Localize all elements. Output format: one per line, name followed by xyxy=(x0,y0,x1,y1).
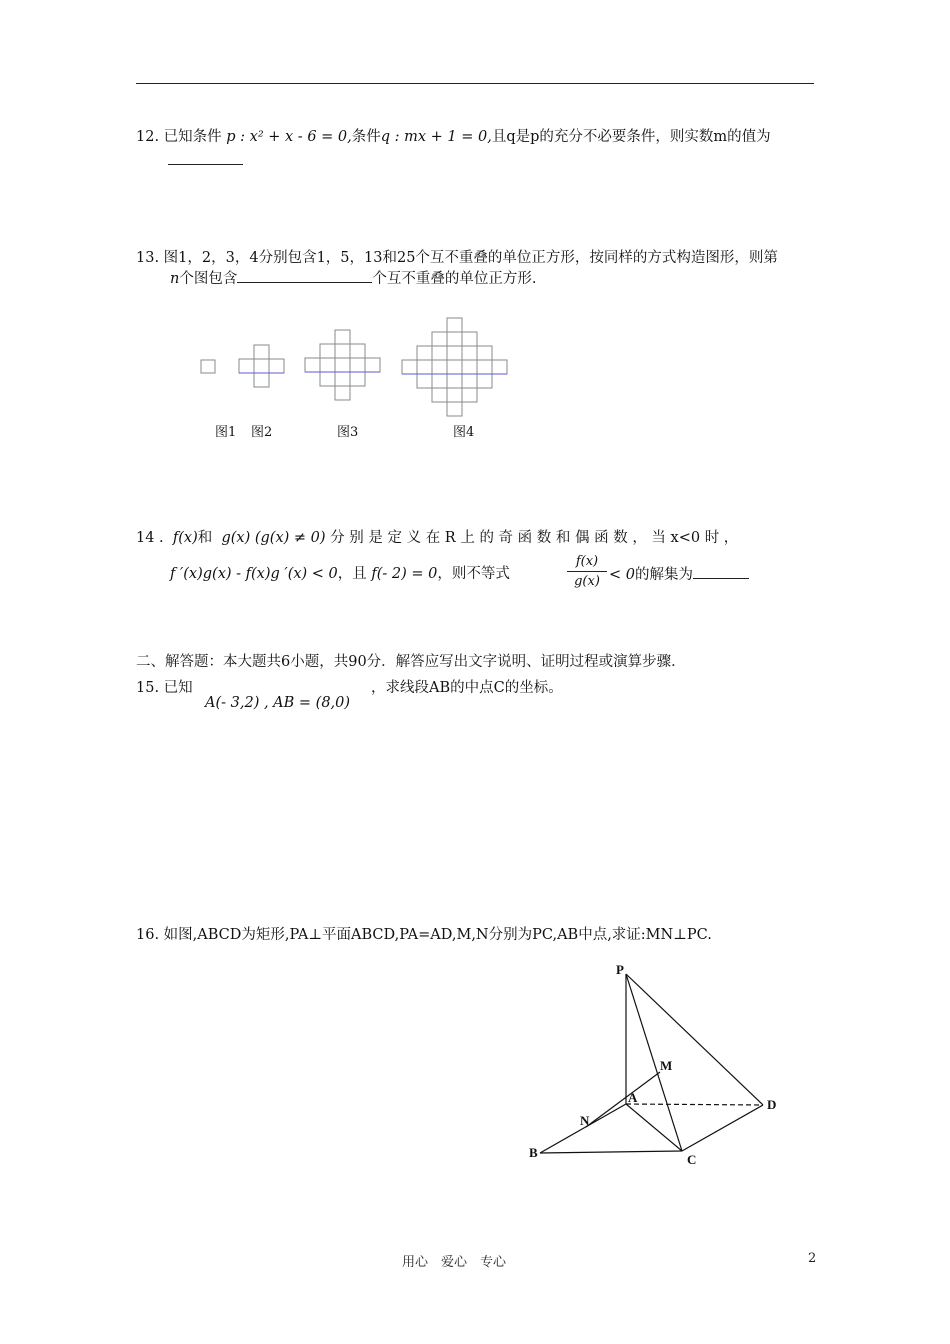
q14-fraction xyxy=(567,553,607,592)
question-14-line2: f ′(x)g(x) - f(x)g ′(x) < 0，且 f(- 2) = 0，则不等式 xyxy=(170,566,510,582)
question-13-line1: 13. 图1，2，3，4分别包含1，5，13和25个互不重叠的单位正方形，按同样的方式构造图形，则第 xyxy=(136,250,778,266)
q14-inequality: f ′(x)g(x) - f(x)g ′(x) < 0 xyxy=(170,566,338,582)
fig4-squares xyxy=(402,318,507,416)
unit-squares-figures xyxy=(195,315,515,420)
q12-mid: 条件 xyxy=(351,129,381,145)
question-15-tail: ，求线段AB的中点C的坐标。 xyxy=(371,680,563,696)
q14-f-neg2: f(- 2) = 0 xyxy=(371,566,438,582)
question-16: 16. 如图,ABCD为矩形,PA⊥平面ABCD,PA=AD,M,N分别为PC,AB中点,求证:MN⊥PC. xyxy=(136,927,712,943)
fig3-label: 图3 xyxy=(337,425,359,440)
q13-n-variable: n xyxy=(170,271,180,287)
fig3-squares xyxy=(305,330,380,400)
q12-answer-blank xyxy=(168,164,243,165)
point-N: N xyxy=(580,1113,590,1128)
q12-p-expression: p : x² + x - 6 = 0, xyxy=(226,129,352,145)
question-15-lead: 15. 已知 xyxy=(136,680,193,696)
question-14-line1: 14 . f(x)和 g(x) (g(x) ≠ 0) 分 别 是 定 义 在 R 上 的 奇 函 数 和 偶 函 数 ， 当 x<0 时 ， xyxy=(136,530,739,546)
fig2-label: 图2 xyxy=(251,425,273,440)
fig1-label: 图1 xyxy=(215,425,237,440)
q15-expression: A(- 3,2) , AB = (8,0) xyxy=(205,695,351,711)
q13-answer-blank xyxy=(237,268,372,283)
q14-answer-blank xyxy=(693,564,749,579)
question-14-tail: < 0的解集为 xyxy=(609,564,749,585)
point-A: A xyxy=(628,1090,638,1105)
question-12 xyxy=(136,127,771,147)
header-rule xyxy=(136,83,814,84)
page-number: 2 xyxy=(808,1251,817,1266)
section-2-heading: 二、解答题：本大题共6小题，共90分．解答应写出文字说明、证明过程或演算步骤． xyxy=(136,654,686,670)
q14-g-x: g(x) xyxy=(221,530,251,546)
pyramid-diagram xyxy=(520,960,790,1170)
point-M: M xyxy=(660,1058,673,1073)
q14-fraction-numerator: f(x) xyxy=(567,553,607,572)
footer-motto: 用心 爱心 专心 xyxy=(402,1255,507,1270)
point-B: B xyxy=(529,1145,538,1160)
fig4-label: 图4 xyxy=(453,425,475,440)
q14-f-x: f(x) xyxy=(172,530,198,546)
q12-tail: 且q是p的充分不必要条件，则实数m的值为 xyxy=(491,129,771,145)
q12-q-expression: q : mx + 1 = 0, xyxy=(380,129,492,145)
q12-lead: 12. 已知条件 xyxy=(136,129,222,145)
fig1-square xyxy=(201,360,215,373)
q14-fraction-denominator: g(x) xyxy=(574,574,600,589)
question-13-line2: n个图包含 个互不重叠的单位正方形. xyxy=(170,268,536,289)
point-P: P xyxy=(616,962,624,977)
point-C: C xyxy=(687,1152,697,1167)
fig2-squares xyxy=(239,345,284,387)
q14-condition: (g(x) ≠ 0) xyxy=(254,530,326,546)
point-D: D xyxy=(767,1097,777,1112)
